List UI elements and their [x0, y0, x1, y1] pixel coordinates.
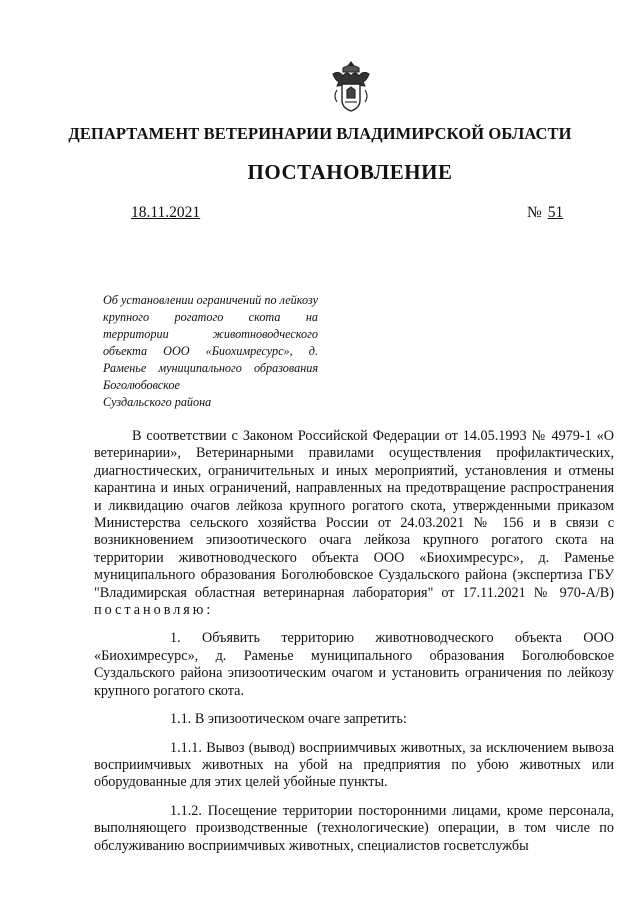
preamble-text: В соответствии с Законом Российской Федерации от 14.05.1993 № 4979-1 «О ветеринарии», Ветеринарными правилами осуществления профилактических, диагностических, ограничительных и иных мероприятий, установления и отмены карантина и иных ограничений, направленных на предотвращение распространения и ликвидацию очагов лейкоза крупного рогатого скота, утвержденными приказом Министерства сельского хозяйства России от 24.03.2021 № 156 и в связи с возникновением эпизоотического очага лейкоза крупного рогатого скота на территории животноводческого объекта ООО «Биохимресурс», д. Раменье муниципального образования Боголюбовское Суздальского района (экспертиза ГБУ "Владимирская областная ветеринарная лаборатория" от 17.11.2021 № 970-А/В)	[94, 428, 614, 601]
item-text: Посещение территории посторонними лицами, кроме персонала, выполняющего производственные (технологические) операции, в том числе по обслуживанию восприимчивых животных, специалистов госветслужбы	[94, 802, 615, 854]
coat-of-arms-icon	[329, 60, 373, 114]
document-number	[527, 204, 563, 222]
item-text: Объявить территорию животноводческого объекта ООО «Биохимресурс», д. Раменье муниципального образования Боголюбовское Суздальского района эпизоотическим очагом и установить ограничения по лейкозу крупного рогатого скота.	[94, 630, 615, 699]
document-body	[94, 428, 614, 866]
item-number: 1.	[170, 630, 181, 647]
subject-line: на территории животноводческого	[103, 310, 318, 341]
item-text: В эпизоотическом очаге запретить:	[194, 711, 407, 728]
item-paragraph	[94, 803, 614, 855]
number-sign: №	[527, 204, 542, 221]
item-text: Вывоз (вывод) восприимчивых животных, за исключением вывоза восприимчивых животных на убой на предприятия по убою животных или оборудованные для этих целей убойные пункты.	[94, 739, 615, 791]
subject-line: объекта ООО «Биохимресурс»,	[103, 344, 293, 358]
subject-line: Суздальского района	[103, 395, 212, 409]
subject-line: по лейкозу крупного рогатого скота	[103, 293, 318, 324]
document-type-title: ПОСТАНОВЛЕНИЕ	[247, 160, 453, 184]
preamble-paragraph	[94, 428, 614, 619]
item-paragraph	[94, 711, 614, 728]
item-number: 1.1.1.	[170, 739, 202, 756]
document-subject	[103, 292, 318, 411]
item-number: 1.1.2.	[170, 802, 202, 819]
department-title: ДЕПАРТАМЕНТ ВЕТЕРИНАРИИ ВЛАДИМИРСКОЙ ОБЛАСТИ	[68, 124, 572, 143]
subject-line: Об установлении ограничений	[103, 293, 262, 307]
item-paragraph	[94, 630, 614, 700]
subject-line: д. Раменье муниципального	[103, 344, 318, 375]
subject-line: образования Боголюбовское	[103, 361, 318, 392]
document-date: 18.11.2021	[131, 204, 201, 221]
preamble-resolution: постановляю:	[94, 602, 214, 619]
number-value: 51	[547, 204, 564, 221]
item-number: 1.1.	[170, 711, 192, 728]
item-paragraph	[94, 740, 614, 792]
